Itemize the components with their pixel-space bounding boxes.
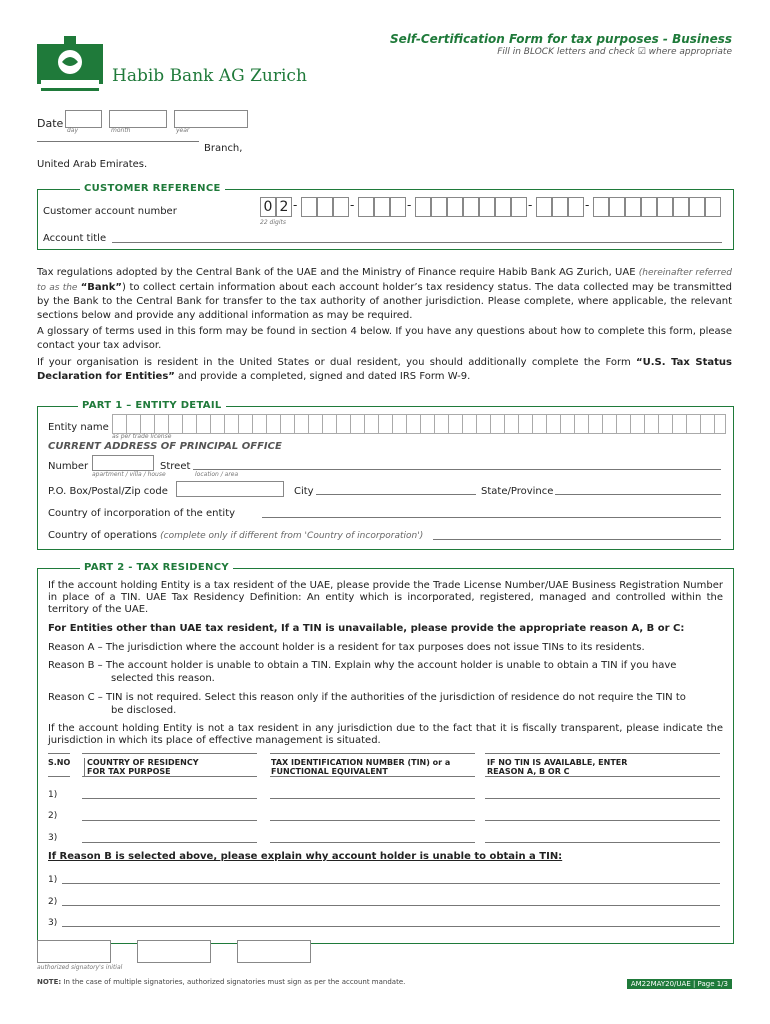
account-digit[interactable] (641, 197, 657, 217)
explain-row-label: 3) (48, 918, 58, 928)
account-digit[interactable] (552, 197, 568, 217)
account-digit[interactable] (609, 197, 625, 217)
street-hint: location / area (195, 471, 239, 478)
number-input[interactable] (92, 455, 154, 471)
explain-input[interactable] (62, 926, 720, 927)
month-hint: month (111, 127, 131, 134)
account-digit[interactable] (447, 197, 463, 217)
separator: - (350, 198, 355, 212)
address-heading: CURRENT ADDRESS OF PRINCIPAL OFFICE (48, 441, 282, 452)
date-month-input[interactable] (109, 110, 167, 128)
account-digit[interactable] (358, 197, 374, 217)
day-hint: day (67, 127, 79, 134)
tin-input[interactable] (270, 820, 475, 821)
year-hint: year (176, 127, 190, 134)
separator: - (293, 198, 298, 212)
explain-row-label: 2) (48, 897, 58, 907)
intro-paragraph-1 (37, 266, 732, 322)
table-rule (82, 753, 257, 754)
separator: - (407, 198, 412, 212)
customer-reference-legend: CUSTOMER REFERENCE (80, 183, 225, 194)
table-rule (485, 776, 720, 777)
table-row-label: 3) (48, 833, 58, 843)
branch-input[interactable] (37, 141, 199, 142)
number-hint: apartment / villa / house (92, 471, 166, 478)
note-label: NOTE: (37, 978, 62, 986)
account-digit[interactable] (431, 197, 447, 217)
operations-label (48, 530, 423, 541)
part2-paragraph-3: If the account holding Entity is not a tax resident in any jurisdiction due to the fact that it is fiscally transparent, please indicate the jurisdiction in which its place of effective management is situated. (48, 723, 723, 746)
city-label: City (294, 486, 314, 497)
initial-box[interactable] (237, 940, 311, 963)
country-input[interactable] (82, 798, 257, 799)
explain-input[interactable] (62, 905, 720, 906)
account-digit[interactable] (657, 197, 673, 217)
date-day-input[interactable] (65, 110, 102, 128)
intro-bold: “U.S. Tax Status Declaration for Entities” (37, 357, 732, 382)
street-label: Street (160, 461, 191, 472)
branch-label: Branch, (204, 143, 243, 154)
account-number-input[interactable] (260, 197, 730, 217)
operations-input[interactable] (433, 539, 721, 540)
explain-heading: If Reason B is selected above, please explain why account holder is unable to obtain a TIN: (48, 851, 563, 862)
table-row-label: 2) (48, 811, 58, 821)
state-input[interactable] (555, 494, 721, 495)
form-title: Self-Certification Form for tax purposes - Business (389, 32, 732, 46)
incorporation-input[interactable] (262, 517, 721, 518)
intro-text: If your organisation is resident in the United States or dual resident, you should additionally complete the Form (37, 357, 637, 368)
bank-name: Habib Bank AG Zurich (112, 66, 307, 86)
tin-input[interactable] (270, 842, 475, 843)
account-digit[interactable] (673, 197, 689, 217)
account-digit[interactable] (415, 197, 431, 217)
initial-label: authorized signatory's initial (37, 964, 123, 971)
po-box-input[interactable] (176, 481, 284, 497)
entity-name-label: Entity name (48, 422, 109, 433)
country-input[interactable] (82, 842, 257, 843)
account-digit[interactable] (625, 197, 641, 217)
incorporation-label: Country of incorporation of the entity (48, 508, 236, 519)
note-text: In the case of multiple signatories, authorized signatories must sign as per the account mandate. (61, 978, 406, 986)
part2-paragraph-2: For Entities other than UAE tax resident, If a TIN is unavailable, please provide the appropriate reason A, B or C: (48, 623, 685, 634)
reason-b: Reason B – The account holder is unable to obtain a TIN. Explain why the account holder is unable to obtain a TIN if you have (48, 660, 677, 671)
account-digit[interactable] (374, 197, 390, 217)
explain-input[interactable] (62, 883, 720, 884)
country-input[interactable] (82, 820, 257, 821)
part1-legend: PART 1 – ENTITY DETAIL (78, 400, 226, 411)
explain-row-label: 1) (48, 875, 58, 885)
table-rule (48, 776, 70, 777)
account-digit[interactable] (536, 197, 552, 217)
table-rule (485, 753, 720, 754)
state-label: State/Province (481, 486, 554, 497)
account-title-label: Account title (43, 233, 107, 244)
intro-bank: “Bank” (80, 281, 122, 293)
account-digit[interactable] (317, 197, 333, 217)
account-digit[interactable] (705, 197, 721, 217)
initial-box[interactable] (137, 940, 211, 963)
number-label: Number (48, 461, 89, 472)
account-number-label: Customer account number (43, 206, 177, 217)
operations-note: (complete only if different from 'Country of incorporation') (160, 531, 424, 541)
separator: - (585, 198, 590, 212)
city-input[interactable] (316, 494, 476, 495)
table-rule (48, 753, 70, 754)
entity-name-input[interactable] (112, 414, 726, 434)
account-digit[interactable] (463, 197, 479, 217)
initial-box[interactable] (37, 940, 111, 963)
part2-legend: PART 2 - TAX RESIDENCY (80, 562, 233, 573)
table-row-label: 1) (48, 790, 58, 800)
digits-hint: 22 digits (260, 219, 286, 226)
intro-paragraph-2: A glossary of terms used in this form may be found in section 4 below. If you have any questions about how to complete this form, please contact your tax advisor. (37, 326, 732, 351)
reason-input[interactable] (485, 842, 720, 843)
table-rule (82, 776, 257, 777)
separator: - (528, 198, 533, 212)
operations-text: Country of operations (48, 530, 157, 541)
intro-paragraph-3 (37, 356, 732, 383)
reason-a: Reason A – The jurisdiction where the account holder is a resident for tax purposes does not issue TINs to its residents. (48, 642, 645, 653)
account-digit: 2 (276, 197, 292, 217)
account-digit[interactable] (479, 197, 495, 217)
account-digit[interactable] (689, 197, 705, 217)
street-input[interactable] (193, 469, 721, 470)
reason-c: Reason C – TIN is not required. Select this reason only if the authorities of the jurisdiction of residence do not require the TIN to (48, 692, 686, 703)
reason-c-cont: be disclosed. (111, 705, 177, 716)
bank-logo (37, 36, 103, 94)
intro-italic: (hereinafter referred to as the (37, 268, 732, 293)
intro-text: and provide a completed, signed and dated IRS Form W-9. (174, 370, 471, 382)
header-tin: TAX IDENTIFICATION NUMBER (TIN) or a FUNCTIONAL EQUIVALENT (271, 758, 451, 776)
account-title-input[interactable] (112, 242, 722, 243)
table-rule (270, 776, 475, 777)
date-label: Date (37, 117, 64, 130)
form-subtitle: Fill in BLOCK letters and check ☑ where appropriate (497, 47, 732, 57)
account-digit[interactable] (333, 197, 349, 217)
account-digit[interactable] (593, 197, 609, 217)
header-sno: S.NO (48, 758, 71, 767)
entity-hint: as per trade license (112, 433, 172, 440)
intro-text: ) to collect certain information about each account holder’s tax residency status. The data collected may be transmitted by the Bank to the Central Bank for transfer to the tax authority of another jurisdiction. Please complete, where applicable, the relevant sections below and provide any additional information as may be required. (37, 281, 733, 321)
account-digit: 0 (260, 197, 276, 217)
reason-input[interactable] (485, 820, 720, 821)
reason-input[interactable] (485, 798, 720, 799)
account-digit[interactable] (495, 197, 511, 217)
date-year-input[interactable] (174, 110, 248, 128)
intro-text: Tax regulations adopted by the Central Bank of the UAE and the Ministry of Finance require Habib Bank AG Zurich, UAE (37, 267, 639, 278)
po-box-label: P.O. Box/Postal/Zip code (48, 486, 168, 497)
table-rule (270, 753, 475, 754)
reason-b-cont: selected this reason. (111, 673, 215, 684)
part2-paragraph-1: If the account holding Entity is a tax resident of the UAE, please provide the Trade License Number/UAE Business Registration Number in place of a TIN. UAE Tax Residency Definition: An entity which is incorporated, registered, managed and controlled within the territory of the UAE. (48, 580, 723, 615)
header-country: COUNTRY OF RESIDENCY FOR TAX PURPOSE (84, 758, 207, 776)
header-reason: IF NO TIN IS AVAILABLE, ENTER REASON A, B OR C (487, 758, 628, 776)
account-digit[interactable] (301, 197, 317, 217)
page-code: AM22MAY20/UAE | Page 1/3 (627, 979, 732, 989)
branch-country: United Arab Emirates. (37, 159, 148, 170)
account-digit[interactable] (511, 197, 527, 217)
account-digit[interactable] (568, 197, 584, 217)
account-digit[interactable] (390, 197, 406, 217)
tin-input[interactable] (270, 798, 475, 799)
footer-note (37, 978, 405, 986)
